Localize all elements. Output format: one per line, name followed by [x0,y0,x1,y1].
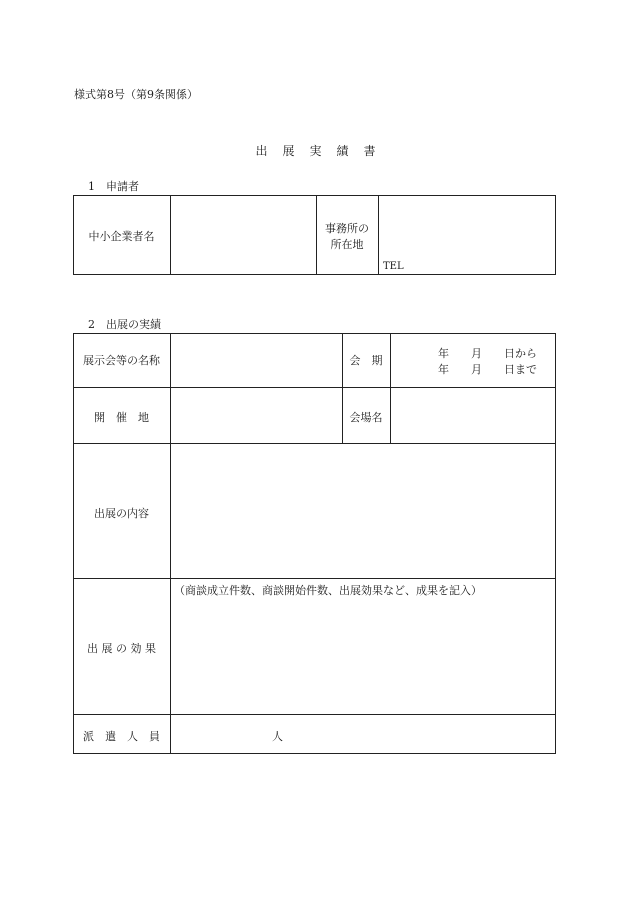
section-1-number: 1 [88,180,95,193]
tel-label: TEL [383,261,404,272]
office-location-field[interactable] [379,196,555,258]
hall-label: 会場名 [349,411,383,424]
office-location-label-line2: 所在地 [330,238,364,251]
company-name-label: 中小企業者名 [88,230,155,243]
period-label-divider-left [342,333,343,443]
section-2-heading [88,316,161,332]
row-divider-4 [73,714,556,715]
office-location-label-line1: 事務所の [325,222,369,235]
effect-field[interactable] [171,598,555,714]
period-from[interactable]: 年 月 日から [438,347,537,360]
staff-count-field[interactable] [171,715,271,753]
venue-label: 開 催 地 [94,411,149,424]
company-name-field[interactable] [171,196,316,274]
section-2-title: 出展の実績 [106,318,161,331]
section-2-number: 2 [88,318,95,331]
section-1-heading [88,178,139,194]
effect-label: 出 展 の 効 果 [87,642,156,655]
form-reference: 様式第8号（第9条関係） [74,88,198,101]
content-field[interactable] [171,444,555,578]
period-label: 会 期 [349,354,383,367]
staff-label: 派 遣 人 員 [83,730,160,743]
row-divider-3 [73,578,556,579]
period-to[interactable]: 年 月 日まで [438,363,537,376]
content-label: 出展の内容 [94,507,149,520]
section-1-title: 申請者 [106,180,139,193]
exhibition-name-label: 展示会等の名称 [83,354,160,367]
document-title: 出展実績書 [255,144,391,158]
exhibition-name-field[interactable] [171,334,342,387]
hall-field[interactable] [391,388,555,443]
staff-unit: 人 [272,730,283,743]
venue-field[interactable] [171,388,342,443]
effect-note: （商談成立件数、商談開始件数、出展効果など、成果を記入） [174,584,482,597]
